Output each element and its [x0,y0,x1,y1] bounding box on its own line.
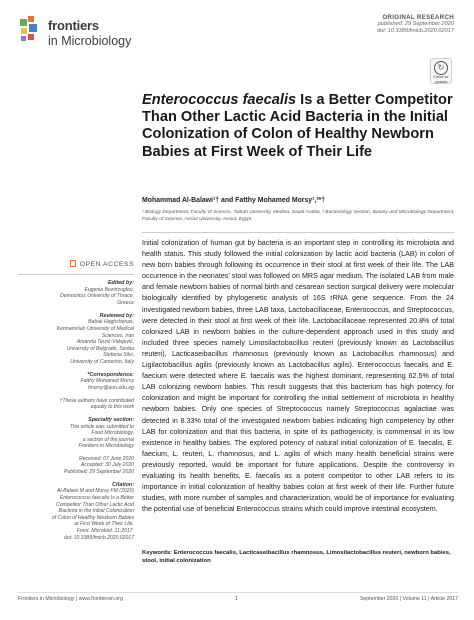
received-date: Received: 07 June 2020 [79,455,134,462]
specialty-heading: Specialty section: [88,416,134,423]
authors: Mohammad Al-Balawi¹† and Fatthy Mohamed Morsy¹,²*† [142,197,326,204]
keywords-label: Keywords: [142,550,173,556]
citation-heading: Citation: [112,481,134,488]
affiliations: ¹ Biology Department, Faculty of Science, Taibah University, Medina, Saudi Arabia, ² Bacteriology Section, Botany and Microbiology Department, Faculty of Science, Assiut University, Assiut, Egypt [142,210,455,222]
correspondence-email[interactable]: fmorsy@aun.edu.eg [88,384,134,391]
edited-by-heading: Edited by: [107,280,134,286]
reviewed-by-line: Kermanshah University of Medical [56,325,134,332]
citation-line: Competitor Than Other Lactic Acid [56,501,134,508]
correspondence-heading: *Correspondence: [87,371,134,378]
reviewed-by-heading: Reviewed by: [99,312,134,319]
published-date-sidebar: Published: 29 September 2020 [64,469,134,476]
correspondence [18,372,134,392]
check-for-updates-label: Check for updates [433,75,449,84]
specialty-section [18,417,134,450]
specialty-line: a section of the journal [82,436,134,443]
keywords-value: Enterococcus faecalis, Lacticaseibacillus rhamnosus, Limosilactobacillus reuteri, newborn babies, stool, initial colonization [142,550,451,564]
citation-line: at First Week of Their Life. [74,521,134,528]
open-access-row [18,256,134,268]
sidebar-divider [18,274,134,275]
published-date: published: 29 September 2020 [377,21,454,27]
journal-brand: frontiers [48,18,99,33]
citation-line: Front. Microbiol. 11:2017. [76,528,134,535]
reviewed-by [18,313,134,366]
specialty-line: Food Microbiology, [91,430,134,437]
article-doi[interactable]: doi: 10.3389/fmicb.2020.02017 [377,28,454,35]
equal-contribution-line: equally to this work [90,404,134,411]
frontiers-logo-icon [18,16,44,46]
reviewed-by-line: Babak Haghshenas, [88,319,134,326]
specialty-line: Frontiers in Microbiology [78,443,134,450]
reviewed-by-line: Sciences, Iran [101,332,134,339]
reviewed-by-line: Stefania Silvi, [103,352,134,359]
reviewed-by-line: Amarela Terzić-Vidojević, [76,339,134,346]
article-title [142,92,462,161]
title-rest: Is a Better Competitor Than Other Lactic Acid Bacteria in the Initial Colonization of Colon of Healthy Newborn Babies at First Week of Their Life [142,92,453,160]
edited-by-line: Greece [117,299,134,306]
reviewed-by-line: University of Camerino, Italy [70,358,134,365]
journal-section: in Microbiology [48,34,132,48]
citation-line: Bacteria in the Initial Colonization [58,508,134,515]
article-header [377,14,454,35]
footer-volume: September 2020 | Volume 11 | Article 2017 [359,596,458,602]
equal-contribution-line: †These authors have contributed [59,397,134,404]
abstract [142,238,454,515]
edited-by [18,280,134,307]
article-type: ORIGINAL RESEARCH [382,14,454,21]
refresh-icon: ↻ [434,61,448,75]
journal-logo [18,14,148,54]
equal-contribution-note [18,398,134,411]
citation [18,482,134,542]
sidebar [18,256,134,547]
citation-line: of Colon of Healthy Newborn Babies [51,514,134,521]
abstract-text: Initial colonization of human gut by bacteria is an important step in controlling its microbiota and health status. This study followed the initial colonization by lactic acid bacteria (LAB) in colon of new born babies through following its occurrence in their stool at first week of their life. The LAB occurrence in the neonates' stool was followed on MRS agar medium. The isolated LAB from male and female newborn babies of normal birth and cesarean section surgical delivery were molecular biologically identified by phylogenetic analysis of 16S rRNA gene sequence. From the 24 investigated newborn babies, three LAB taxa, Lactobacillaceae, Enterococcus, and Streptococcus, were detected in their stool at first week of their life. Lactobacillaceae represented 20.8% of total colonized LAB in newborn babies in the culture-dependent approach used in this study and included three species namely Limosilactobacillus reuteri (previously known as Lactobacillus reuteri), Lacticaseibacillus rhamnosus (previously known as Lactobacillus rhamnosus) and Ligilactobacillus agilis (previously known as Lactobacillus agilis). Enterococcus faecalis and E. faecium were detected where E. faecalis was the highest dominant, representing 62.5% of total LAB colonizing newborn babies. This result suggests that this bacterium has high potency for colonization and might be important for controlling the initial settlement of microbiota in healthy newborn babies. Only one species of Streptococcus namely Streptococcus agalactiae was detected in 8.33% total of the investigated newborn babies indicating high competency by other LAB for colonization and that this bacteria, in spite of its pathogenicity, is commensal in its low existence in healthy babies. The explored potency of natural initial colonization of E. faecalis, E. faecium, L. reuteri, L. rhamnosus, and L. agilis of which many health beneficial strains were previously reported, would be important for future applications. Despite the controversy in evaluating its health benefits, E. faecalis as a potent competitor to other LAB refers to its importance in initial colonization of healthy babies colon at first week of their life. Further future studies, with more number of samples and characterization, would be of importance for evaluating the potential use of beneficial Enterococcus strains which could improve intestinal ecosystem. [142,239,454,514]
keywords [142,550,454,565]
edited-by-line: Eugenia Bezirtzoglou, [84,286,134,293]
correspondence-name: Fatthy Mohamed Morsy [80,378,134,385]
accepted-date: Accepted: 30 July 2020 [81,462,134,469]
edited-by-line: Democritus University of Thrace, [60,293,134,300]
footer-page-number: 1 [235,596,238,602]
open-access-label: OPEN ACCESS [79,261,134,269]
check-for-updates-button[interactable] [430,58,452,84]
open-access-lock-icon [70,260,76,267]
title-italic: Enterococcus faecalis [142,92,297,108]
citation-line[interactable]: doi: 10.3389/fmicb.2020.02017 [64,534,134,541]
title-divider [142,232,454,233]
citation-line: Enterococcus faecalis Is a Better [59,495,134,502]
article-dates [18,456,134,476]
citation-line: Al-Balawi M and Morsy FM (2020) [57,488,134,495]
specialty-line: This article was submitted to [69,423,134,430]
reviewed-by-line: University of Belgrade, Serbia [66,345,134,352]
page-footer [18,592,458,602]
footer-journal[interactable]: Frontiers in Microbiology | www.frontiersin.org [18,596,123,602]
